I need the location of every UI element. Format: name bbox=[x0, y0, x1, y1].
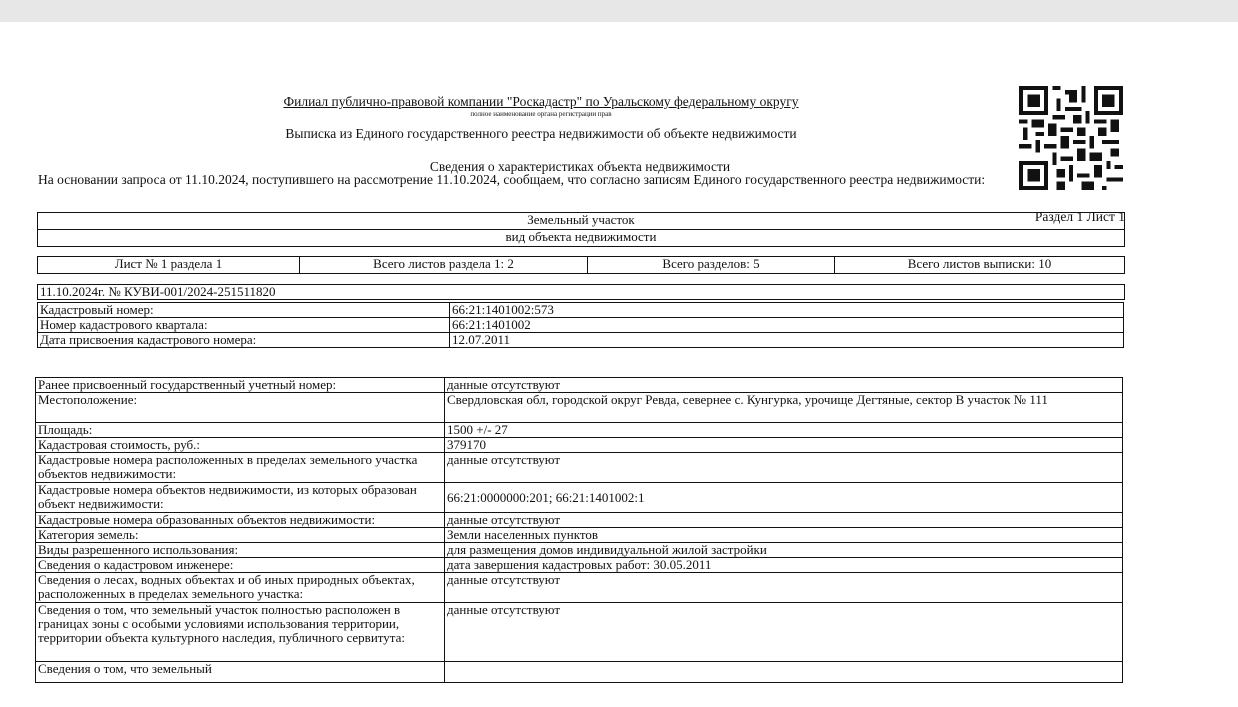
row-label: Кадастровые номера расположенных в пределах земельного участка объектов недвижимости: bbox=[36, 453, 445, 483]
table-row bbox=[36, 513, 1123, 528]
table-row bbox=[36, 438, 1123, 453]
row-label: Кадастровые номера объектов недвижимости, из которых образован объект недвижимости: bbox=[36, 483, 445, 513]
table-row bbox=[36, 573, 1123, 603]
request-reference-table bbox=[37, 284, 1125, 300]
total-sections: Всего разделов: 5 bbox=[588, 257, 835, 274]
table-row bbox=[36, 393, 1123, 423]
table-row bbox=[36, 558, 1123, 573]
qr-code-icon bbox=[1018, 86, 1124, 190]
row-label: Сведения о том, что земельный участок полностью расположен в границах зоны с особыми условиями использования территории, территории объекта культурного наследия, публичного сервитута: bbox=[36, 603, 445, 662]
row-value: данные отсутствуют bbox=[445, 378, 1123, 393]
row-label: Номер кадастрового квартала: bbox=[38, 318, 450, 333]
row-value: Свердловская обл, городской округ Ревда, севернее с. Кунгурка, урочище Дегтяные, сектор В участок № 111 bbox=[445, 393, 1123, 423]
row-label: Сведения о том, что земельный bbox=[36, 662, 445, 683]
row-value: 379170 bbox=[445, 438, 1123, 453]
row-value: 66:21:1401002:573 bbox=[450, 303, 1124, 318]
sheets-table bbox=[37, 256, 1125, 274]
organization-note: полное наименование органа регистрации прав bbox=[470, 110, 612, 118]
row-value: данные отсутствуют bbox=[445, 603, 1123, 662]
total-extract-sheets: Всего листов выписки: 10 bbox=[835, 257, 1125, 274]
table-row bbox=[38, 318, 1124, 333]
row-label: Виды разрешенного использования: bbox=[36, 543, 445, 558]
table-row bbox=[36, 603, 1123, 662]
row-label: Дата присвоения кадастрового номера: bbox=[38, 333, 450, 348]
object-type-caption: вид объекта недвижимости bbox=[38, 230, 1125, 247]
row-value: дата завершения кадастровых работ: 30.05.2011 bbox=[445, 558, 1123, 573]
request-reference: 11.10.2024г. № КУВИ-001/2024-251511820 bbox=[38, 285, 1125, 300]
row-value: Земли населенных пунктов bbox=[445, 528, 1123, 543]
row-value: 12.07.2011 bbox=[450, 333, 1124, 348]
row-label: Местоположение: bbox=[36, 393, 445, 423]
document-page bbox=[0, 22, 1238, 707]
row-label: Ранее присвоенный государственный учетный номер: bbox=[36, 378, 445, 393]
total-section-sheets: Всего листов раздела 1: 2 bbox=[300, 257, 588, 274]
table-row bbox=[36, 483, 1123, 513]
basis-text: На основании запроса от 11.10.2024, поступившего на рассмотрение 11.10.2024, сообщаем, что согласно записям Единого государственного реестра недвижимости: bbox=[38, 172, 986, 187]
object-type-table bbox=[37, 212, 1125, 247]
table-row bbox=[36, 662, 1123, 683]
section-title: Сведения о характеристиках объекта недвижимости bbox=[429, 159, 731, 174]
row-label: Кадастровая стоимость, руб.: bbox=[36, 438, 445, 453]
row-value: 66:21:1401002 bbox=[450, 318, 1124, 333]
row-value bbox=[445, 662, 1123, 683]
section-reference: Раздел 1 Лист 1 bbox=[1034, 209, 1125, 224]
row-label: Площадь: bbox=[36, 423, 445, 438]
row-label: Кадастровый номер: bbox=[38, 303, 450, 318]
characteristics-table bbox=[35, 377, 1123, 683]
cadastral-info-table bbox=[37, 302, 1124, 348]
row-label: Категория земель: bbox=[36, 528, 445, 543]
extract-title: Выписка из Единого государственного реестра недвижимости об объекте недвижимости bbox=[285, 126, 797, 141]
row-value: данные отсутствуют bbox=[445, 453, 1123, 483]
table-row bbox=[38, 333, 1124, 348]
object-type: Земельный участок bbox=[38, 213, 1125, 230]
table-row bbox=[36, 543, 1123, 558]
row-value: данные отсутствуют bbox=[445, 573, 1123, 603]
sheet-number: Лист № 1 раздела 1 bbox=[38, 257, 300, 274]
table-row bbox=[36, 453, 1123, 483]
row-value: для размещения домов индивидуальной жилой застройки bbox=[445, 543, 1123, 558]
table-row bbox=[36, 423, 1123, 438]
table-row bbox=[36, 528, 1123, 543]
row-value: 1500 +/- 27 bbox=[445, 423, 1123, 438]
row-label: Сведения о кадастровом инженере: bbox=[36, 558, 445, 573]
table-row bbox=[38, 303, 1124, 318]
row-label: Кадастровые номера образованных объектов недвижимости: bbox=[36, 513, 445, 528]
organization-name: Филиал публично-правовой компании "Роскадастр" по Уральскому федеральному округу bbox=[283, 94, 799, 109]
row-label: Сведения о лесах, водных объектах и об иных природных объектах, расположенных в пределах земельного участка: bbox=[36, 573, 445, 603]
table-row bbox=[36, 378, 1123, 393]
row-value: 66:21:0000000:201; 66:21:1401002:1 bbox=[445, 483, 1123, 513]
row-value: данные отсутствуют bbox=[445, 513, 1123, 528]
